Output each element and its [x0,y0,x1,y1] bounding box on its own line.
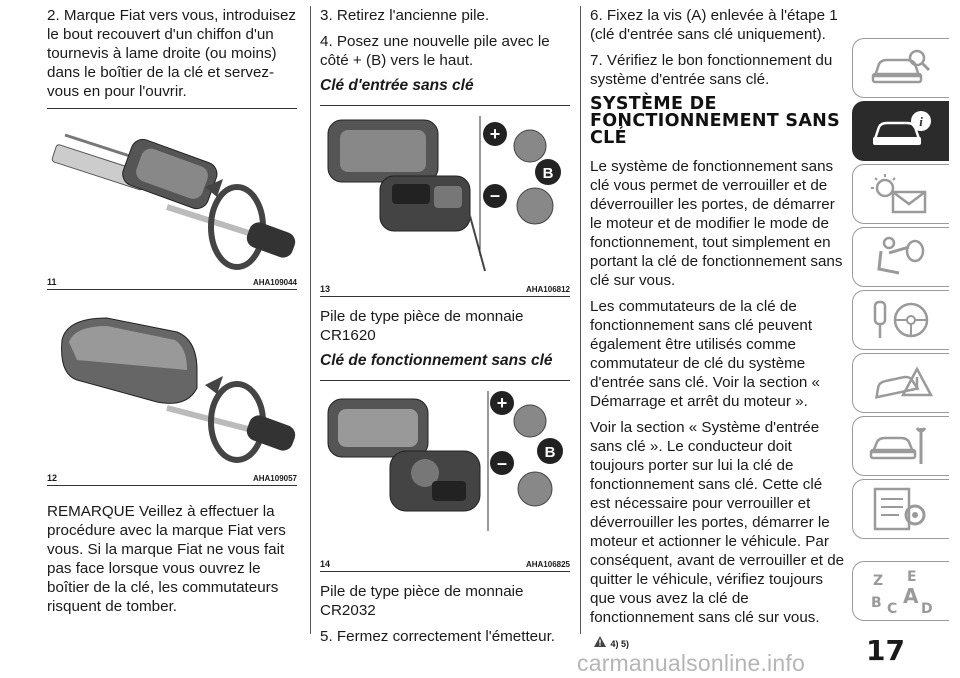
battery-type-text: Pile de type pièce de monnaie CR1620 [320,308,524,344]
figure-11 [47,108,297,290]
driver-paragraph: Voir la section « Système d'entrée sans clé ». Le conducteur doit toujours porter sur lui la clé de fonctionnement sans clé. Cette clé est nécessaire pour verrouiller et déverrouiller les portes, démarrer le moteur et actionner le véhicule. Par conséquent, avant de verrouiller et de quitter le véhicule, vérifiez toujours que vous avez la clé de fonctionnement sans clé sur vous. [590,419,845,626]
warning-triangle-icon [594,634,610,651]
column-right [590,6,846,652]
tab-starting-driving[interactable] [852,290,949,350]
technical-data-icon [869,487,933,531]
figure-13 [320,105,570,297]
figure-code: AHA109057 [252,474,297,483]
keyless-operation-battery-illustration [320,381,570,556]
tab-safety[interactable] [852,227,949,287]
callout-label: B [544,444,556,461]
step-4-text: 4. Posez une nouvelle pile avec le côté + (B) vers le haut. [320,33,550,69]
figure-number: 14 [320,559,331,569]
tab-warning-lights[interactable] [852,164,949,224]
figure-14 [320,380,570,572]
tab-getting-to-know-car[interactable] [852,38,949,98]
index-letter: A [903,584,919,608]
airbag-seat-icon [869,235,933,279]
minus-label: – [496,453,508,473]
keyless-entry-battery-illustration [320,106,570,281]
callout-label: B [542,165,554,182]
index-letter: C [887,601,898,615]
car-info-icon [869,109,933,153]
emergency-car-icon [869,361,933,405]
alphabetical-index-icon [869,569,933,615]
figure-number: 12 [47,473,58,483]
step-3-text: 3. Retirez l'ancienne pile. [320,7,490,24]
battery-type-text: Pile de type pièce de monnaie CR2032 [320,583,524,619]
warning-lights-icon [869,172,933,216]
column-divider [310,6,311,634]
tab-vehicle-info[interactable] [852,101,949,161]
plus-label: + [496,393,508,413]
intro-paragraph: Le système de fonctionnement sans clé vous permet de verrouiller et de déverrouiller les portes, de démarrer le moteur et de modifier le mode de fonctionnement, tout simplement en portant la clé de fonctionnement sans clé sur vous. [590,158,843,289]
step-6-text: 6. Fixez la vis (A) enlevée à l'étape 1 (clé d'entrée sans clé uniquement). [590,7,838,43]
figure-code: AHA109044 [252,278,297,287]
step-2-text: 2. Marque Fiat vers vous, introduisez le bout recouvert d'un chiffon d'un tournevis à lame droite (ou moins) dans le boîtier de la clé et servez-vous en pour l'ouvrir. [47,7,297,100]
key-steering-icon [869,298,933,342]
key-opening-illustration [47,290,297,470]
tab-index[interactable] [852,561,949,621]
switches-paragraph: Les commutateurs de la clé de fonctionnement sans clé peuvent également être utilisés comme commutateur de clé du système d'entrée sans clé. Voir la section « Démarrage et arrêt du moteur ». [590,298,820,410]
remark-text: REMARQUE Veillez à effectuer la procédure avec la marque Fiat vers vous. Si la marque Fiat ne vous fait pas face lorsque vous ouvrez le boîtier de la clé, les commutateurs risquent de tomber. [47,503,286,615]
figure-code: AHA106812 [525,285,570,294]
warning-refs: 4) 5) [610,639,629,649]
car-maintenance-icon [869,424,933,468]
column-divider [580,6,581,634]
index-letter: B [871,595,882,611]
column-middle [320,6,570,653]
page-number: 17 [866,634,905,667]
index-letter: Z [873,573,884,589]
figure-number: 13 [320,284,331,294]
tab-technical-data[interactable] [852,479,949,539]
column-left [47,6,297,623]
plus-label: + [489,124,501,144]
svg-text:i: i [919,114,923,129]
index-letter: E [907,569,917,585]
key-opening-illustration [47,109,297,274]
step-5-text: 5. Fermez correctement l'émetteur. [320,628,556,645]
figure-12 [47,290,297,486]
index-letter: D [921,601,933,615]
section-heading: Clé d'entrée sans clé [320,77,474,94]
section-heading: Clé de fonctionnement sans clé [320,352,553,369]
minus-label: – [489,185,501,205]
step-7-text: 7. Vérifiez le bon fonctionnement du système d'entrée sans clé. [590,52,833,88]
figure-code: AHA106825 [525,560,570,569]
tab-emergency[interactable] [852,353,949,413]
figure-number: 11 [47,277,57,287]
car-search-icon [869,46,933,90]
section-title: SYSTÈME DE FONCTIONNEMENT SANS CLÉ [590,94,841,148]
watermark: carmanualsonline.info [577,650,805,676]
tab-maintenance[interactable] [852,416,949,476]
